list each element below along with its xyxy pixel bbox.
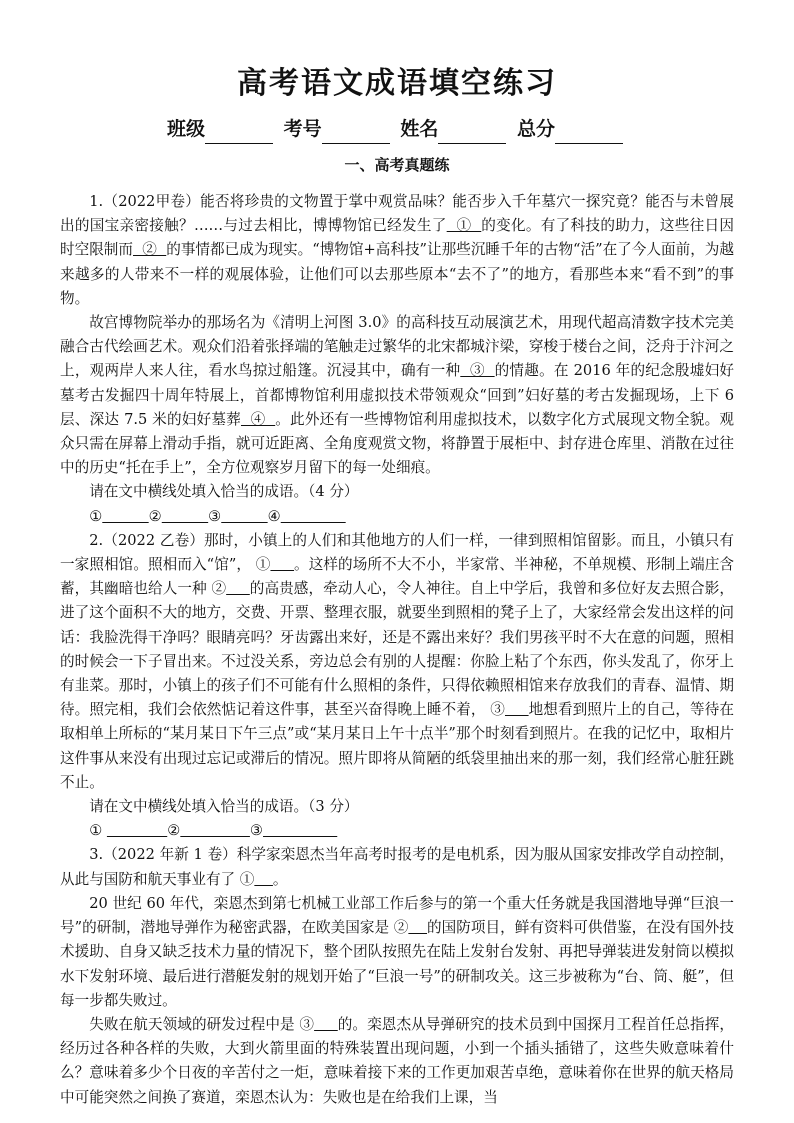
answer-blank xyxy=(281,508,346,525)
paragraph-text: ① xyxy=(89,822,107,840)
paragraph-p4 xyxy=(60,505,734,529)
class-blank xyxy=(205,123,273,144)
paragraph-p6 xyxy=(60,795,734,819)
answer-blank xyxy=(408,919,427,936)
paragraph-text: 。这样的场所不大不小，半家常、半神秘，不单规模、形制上端庄含蓄，其幽暗也给人一种 ② xyxy=(60,556,735,598)
answer-blank xyxy=(270,556,294,573)
paragraph-text: 的国防项目，鲜有资料可供借鉴，在没有国外技术援助、自身又缺乏技术力量的情况下，整个团队按照先在陆上发射台发射、再把导弹装进发射筒以模拟水下发射环境、最后进行潜艇发射的规划开始了“巨浪一号”的研制攻关。这三步被称为“台、筒、艇”，但每一步都失败过。 xyxy=(60,919,734,1009)
paragraph-text: 请在文中横线处填入恰当的成语。（3 分） xyxy=(89,798,359,816)
answer-blank xyxy=(180,822,250,839)
answer-blank xyxy=(254,871,273,888)
paragraph-p9 xyxy=(60,892,734,1013)
paragraph-text: 2.（2022 乙卷）那时，小镇上的人们和其他地方的人们一样，一律到照相馆留影。而且，小镇只有一家照相馆。照相而入“馆”， ① xyxy=(60,531,734,574)
answer-blank xyxy=(314,1016,338,1033)
answer-blank xyxy=(505,701,529,718)
answer-blank xyxy=(102,508,148,525)
paragraph-text: ① xyxy=(89,507,103,525)
paragraph-text: 。 xyxy=(272,870,288,888)
answer-blank xyxy=(263,822,337,839)
paragraph-text: ③ xyxy=(208,507,222,525)
answer-blank xyxy=(162,508,208,525)
paragraph-p8 xyxy=(60,843,734,891)
paragraph-p3 xyxy=(60,480,734,504)
paragraph-text: ② xyxy=(148,507,162,525)
answer-blank: ① xyxy=(446,217,482,235)
paragraph-p7 xyxy=(60,819,734,843)
score-blank xyxy=(555,123,623,144)
paragraph-text: 的高贵感，牵动人心，令人神往。自上中学后，我曾和多位好友去照合影，进了这个面积不大的地方，交费、开票、整理衣服，就要坐到照相的凳子上了，大家经常会发出这样的问话：我脸洗得干净吗？眼睛亮吗？牙齿露出来好，还是不露出来好？我们男孩平时不大在意的问题，照相的时候会一下子冒出来。不过没关系，旁边总会有别的人提醒：你脸上粘了个东西，你头发乱了，你牙上有韭菜。那时，小镇上的孩子们不可能有什么照相的条件，只得依赖照相馆来存放我们的青春、温情、期待。照完相，我们会依然惦记着这件事，甚至兴奋得晚上睡不着， ③ xyxy=(60,580,734,719)
paragraph-text: 1.（2022甲卷）能否将珍贵的文物置于掌中观赏品味？能否步入千年墓穴一探究竟？能否与未曾展出的国宝亲密接触？……与过去相比，博博物馆已经发生了 xyxy=(60,193,734,235)
paragraph-text: 的事情都已成为现实。“博物馆+高科技”让那些沉睡千年的古物“活”在了今人面前，为越来越多的人带来不一样的观展体验，让他们可以去那些原本“去不了”的地方，看那些本来“看不到”的事物。 xyxy=(60,241,734,307)
paragraph-text: 。此外还有一些博物馆利用虚拟技术，以数字化方式展现文物全貌。观众只需在屏幕上滑动手指，就可近距离、全角度观赏文物，将静置于展柜中、封存进仓库里、消散在过往中的历史“托在手上”，全方位观察岁月留下的每一处细痕。 xyxy=(60,410,734,477)
number-blank xyxy=(322,123,390,144)
paragraph-text: ③ xyxy=(249,822,264,840)
answer-blank xyxy=(107,822,167,839)
score-label: 总分 xyxy=(516,118,555,140)
paragraph-text: ④ xyxy=(267,507,281,525)
name-label: 姓名 xyxy=(400,118,439,140)
answer-blank: ② xyxy=(133,241,167,259)
answer-blank: ③ xyxy=(460,362,495,380)
student-info-line xyxy=(60,114,734,144)
document-body xyxy=(60,190,734,1110)
paragraph-p1 xyxy=(60,190,734,311)
section-heading: 一、高考真题练 xyxy=(344,156,450,174)
paragraph-text: 20 世纪 60 年代，栾恩杰到第七机械工业部工作后参与的第一个重大任务就是我国潜地导弹“巨浪一号”的研制，潜地导弹作为秘密武器，在欧美国家是 ② xyxy=(60,894,734,937)
class-label: 班级 xyxy=(167,118,206,140)
paragraph-p10 xyxy=(60,1013,734,1110)
answer-blank xyxy=(226,580,250,597)
paragraph-text: 请在文中横线处填入恰当的成语。（4 分） xyxy=(89,483,359,501)
paragraph-text: 的。栾恩杰从导弹研究的技术员到中国探月工程首任总指挥，经历过各种各样的失败，大到火箭里面的特殊装置出现问题，小到一个插头插错了，这些失败意味着什么？意味着多少个日夜的辛苦付之一炬，意味着接下来的工作更加艰苦卓绝，意味着你在世界的航天格局中可能突然之间换了赛道，栾恩杰认为：失败也是在给我们上课，当 xyxy=(60,1015,734,1106)
number-label: 考号 xyxy=(283,118,322,140)
paragraph-text: 故宫博物院举办的那场名为《清明上河图 3.0》的高科技互动展演艺术，用现代超高清数字技术完美融合古代绘画艺术。观众们沿着张择端的笔触走过繁华的北宋都城汴梁，穿梭于楼台之间，泛舟于汴河之上，观两岸人来人往，看水鸟掠过船篷。沉浸其中，确有一种 xyxy=(60,314,734,380)
paragraph-p2 xyxy=(60,311,734,480)
answer-blank: ④ xyxy=(240,410,276,428)
name-blank xyxy=(438,123,506,144)
paragraph-p5 xyxy=(60,529,734,795)
paragraph-text: ② xyxy=(167,822,181,840)
paragraph-text: 失败在航天领域的研发过程中是 ③ xyxy=(89,1015,315,1033)
answer-blank xyxy=(221,508,267,525)
document-title: 高考语文成语填空练习 xyxy=(237,66,557,101)
paragraph-text: 的情趣。在 2016 年的纪念殷墟妇好墓考古发掘四十周年特展上，首都博物馆利用虚拟技术带领观众“回到”妇好墓的考古发掘现场，上下 6 层、深达 7.5 米的妇好墓葬 xyxy=(60,362,734,428)
paragraph-text: 的变化。有了科技的助力，这些往日因时空限制而 xyxy=(60,217,734,259)
paragraph-text: 地想看到照片上的自己，等待在取相单上所标的“某月某日下午三点”或“某月某日上午十点半”那个时刻看到照片。在我的记忆中，取相片这件事从来没有出现过忘记或滞后的情况。照片即将从简陋的纸袋里抽出来的那一刻，我们经常心脏狂跳不止。 xyxy=(60,701,734,791)
paragraph-text: 3.（2022 年新 1 卷）科学家栾恩杰当年高考时报考的是电机系，因为服从国家安排改学自动控制，从此与国防和航天事业有了 ① xyxy=(60,846,734,888)
